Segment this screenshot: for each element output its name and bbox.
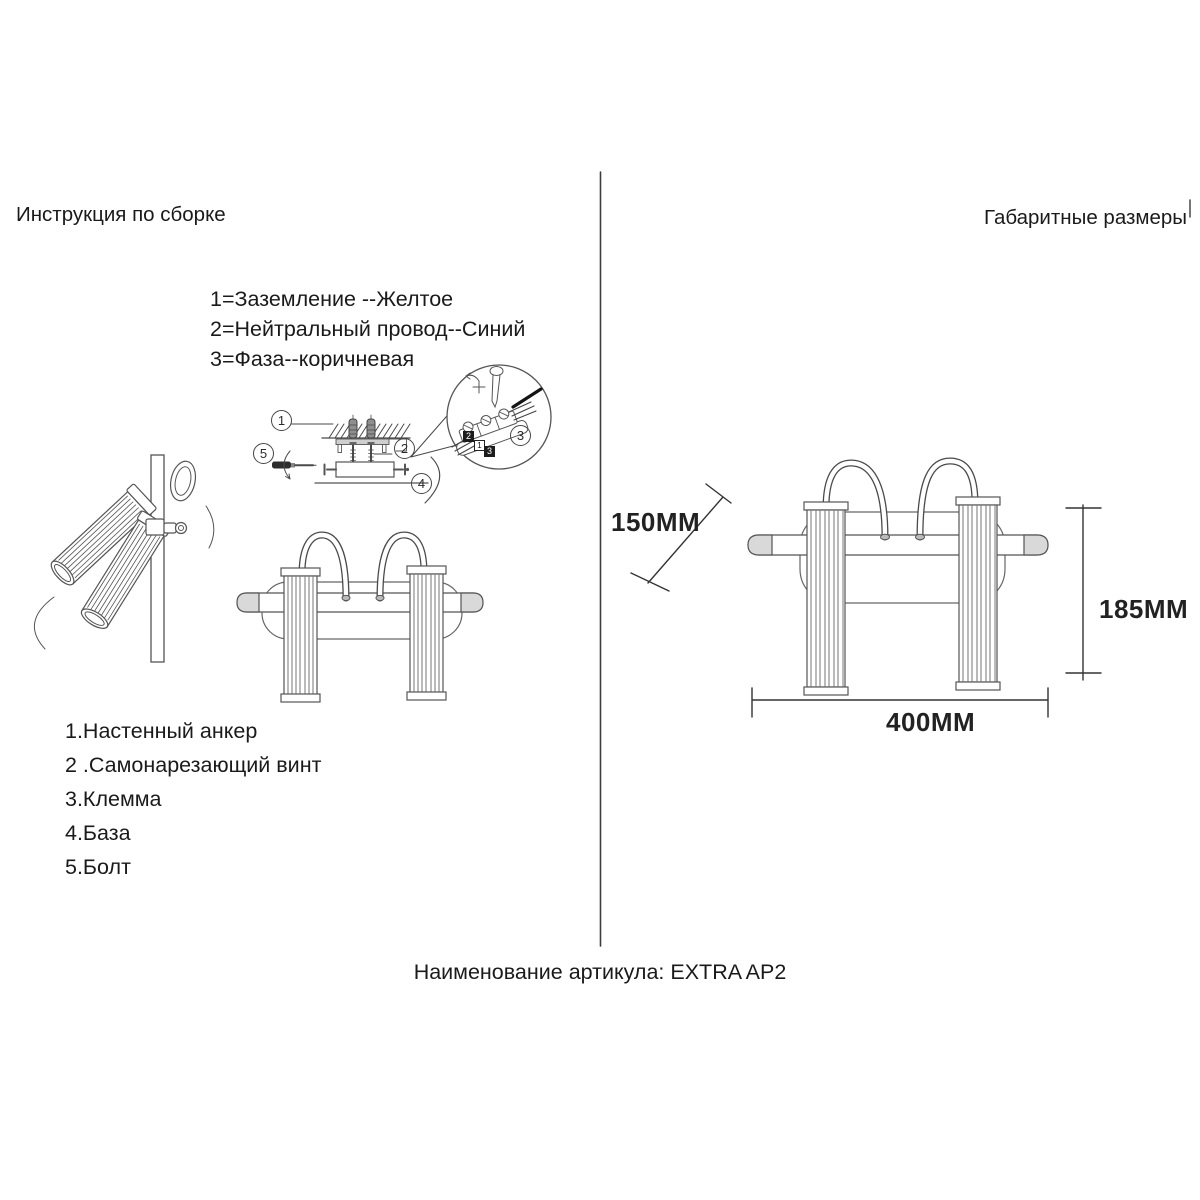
callout-2-screw: 2 bbox=[394, 438, 415, 459]
wiring-legend bbox=[210, 284, 525, 374]
left-shade bbox=[804, 502, 848, 695]
depth-dimension-label: 150MM bbox=[611, 507, 701, 537]
dimension-drawing bbox=[748, 461, 1048, 695]
article-name-line: Наименование артикула: EXTRA AP2 bbox=[413, 960, 787, 984]
callout-4-base: 4 bbox=[411, 473, 432, 494]
parts-list-item: 1.Настенный анкер bbox=[65, 719, 258, 743]
parts-list bbox=[65, 714, 321, 884]
wire-tag-2: 2 bbox=[463, 431, 474, 442]
left-section-title: Инструкция по сборке bbox=[16, 203, 226, 226]
wire-tag-1: 1 bbox=[474, 440, 485, 451]
callout-3-terminal: 3 bbox=[510, 425, 531, 446]
rotation-arc-right bbox=[206, 506, 214, 548]
parts-list-item: 3.Клемма bbox=[65, 787, 162, 811]
hanging-loop bbox=[167, 459, 199, 503]
wiring-legend-line: 3=Фаза--коричневая bbox=[210, 347, 415, 371]
right-shade bbox=[407, 566, 446, 700]
parts-list-item: 4.База bbox=[65, 821, 131, 845]
height-dimension-label: 185MM bbox=[1099, 594, 1189, 624]
rotation-arc-left bbox=[34, 597, 54, 649]
lamp-front-view bbox=[237, 535, 483, 702]
callout-5-bolt: 5 bbox=[253, 443, 274, 464]
callout-1-anchor: 1 bbox=[271, 410, 292, 431]
wire-tag-3: 3 bbox=[484, 446, 495, 457]
horizontal-bar bbox=[237, 593, 483, 612]
wall-bar bbox=[151, 455, 164, 662]
terminal-detail-circle bbox=[447, 365, 551, 469]
wiring-legend-line: 2=Нейтральный провод--Синий bbox=[210, 317, 526, 341]
height-dimension-line bbox=[1066, 505, 1101, 680]
right-section-title: Габаритные размеры bbox=[984, 206, 1188, 229]
wall-section-hatch bbox=[322, 424, 410, 438]
bolt-screwdriver bbox=[272, 451, 316, 479]
wiring-legend-line: 1=Заземление --Желтое bbox=[210, 287, 454, 311]
lamp-perspective-drawing bbox=[34, 455, 213, 662]
right-shade bbox=[956, 497, 1000, 690]
swivel-joint bbox=[146, 519, 187, 535]
parts-list-item: 2 .Самонарезающий винт bbox=[65, 753, 322, 777]
parts-list-item: 5.Болт bbox=[65, 855, 131, 879]
wall-anchors bbox=[349, 415, 375, 438]
left-shade bbox=[281, 568, 320, 702]
horizontal-bar bbox=[748, 535, 1048, 555]
width-dimension-label: 400MM bbox=[886, 707, 976, 737]
